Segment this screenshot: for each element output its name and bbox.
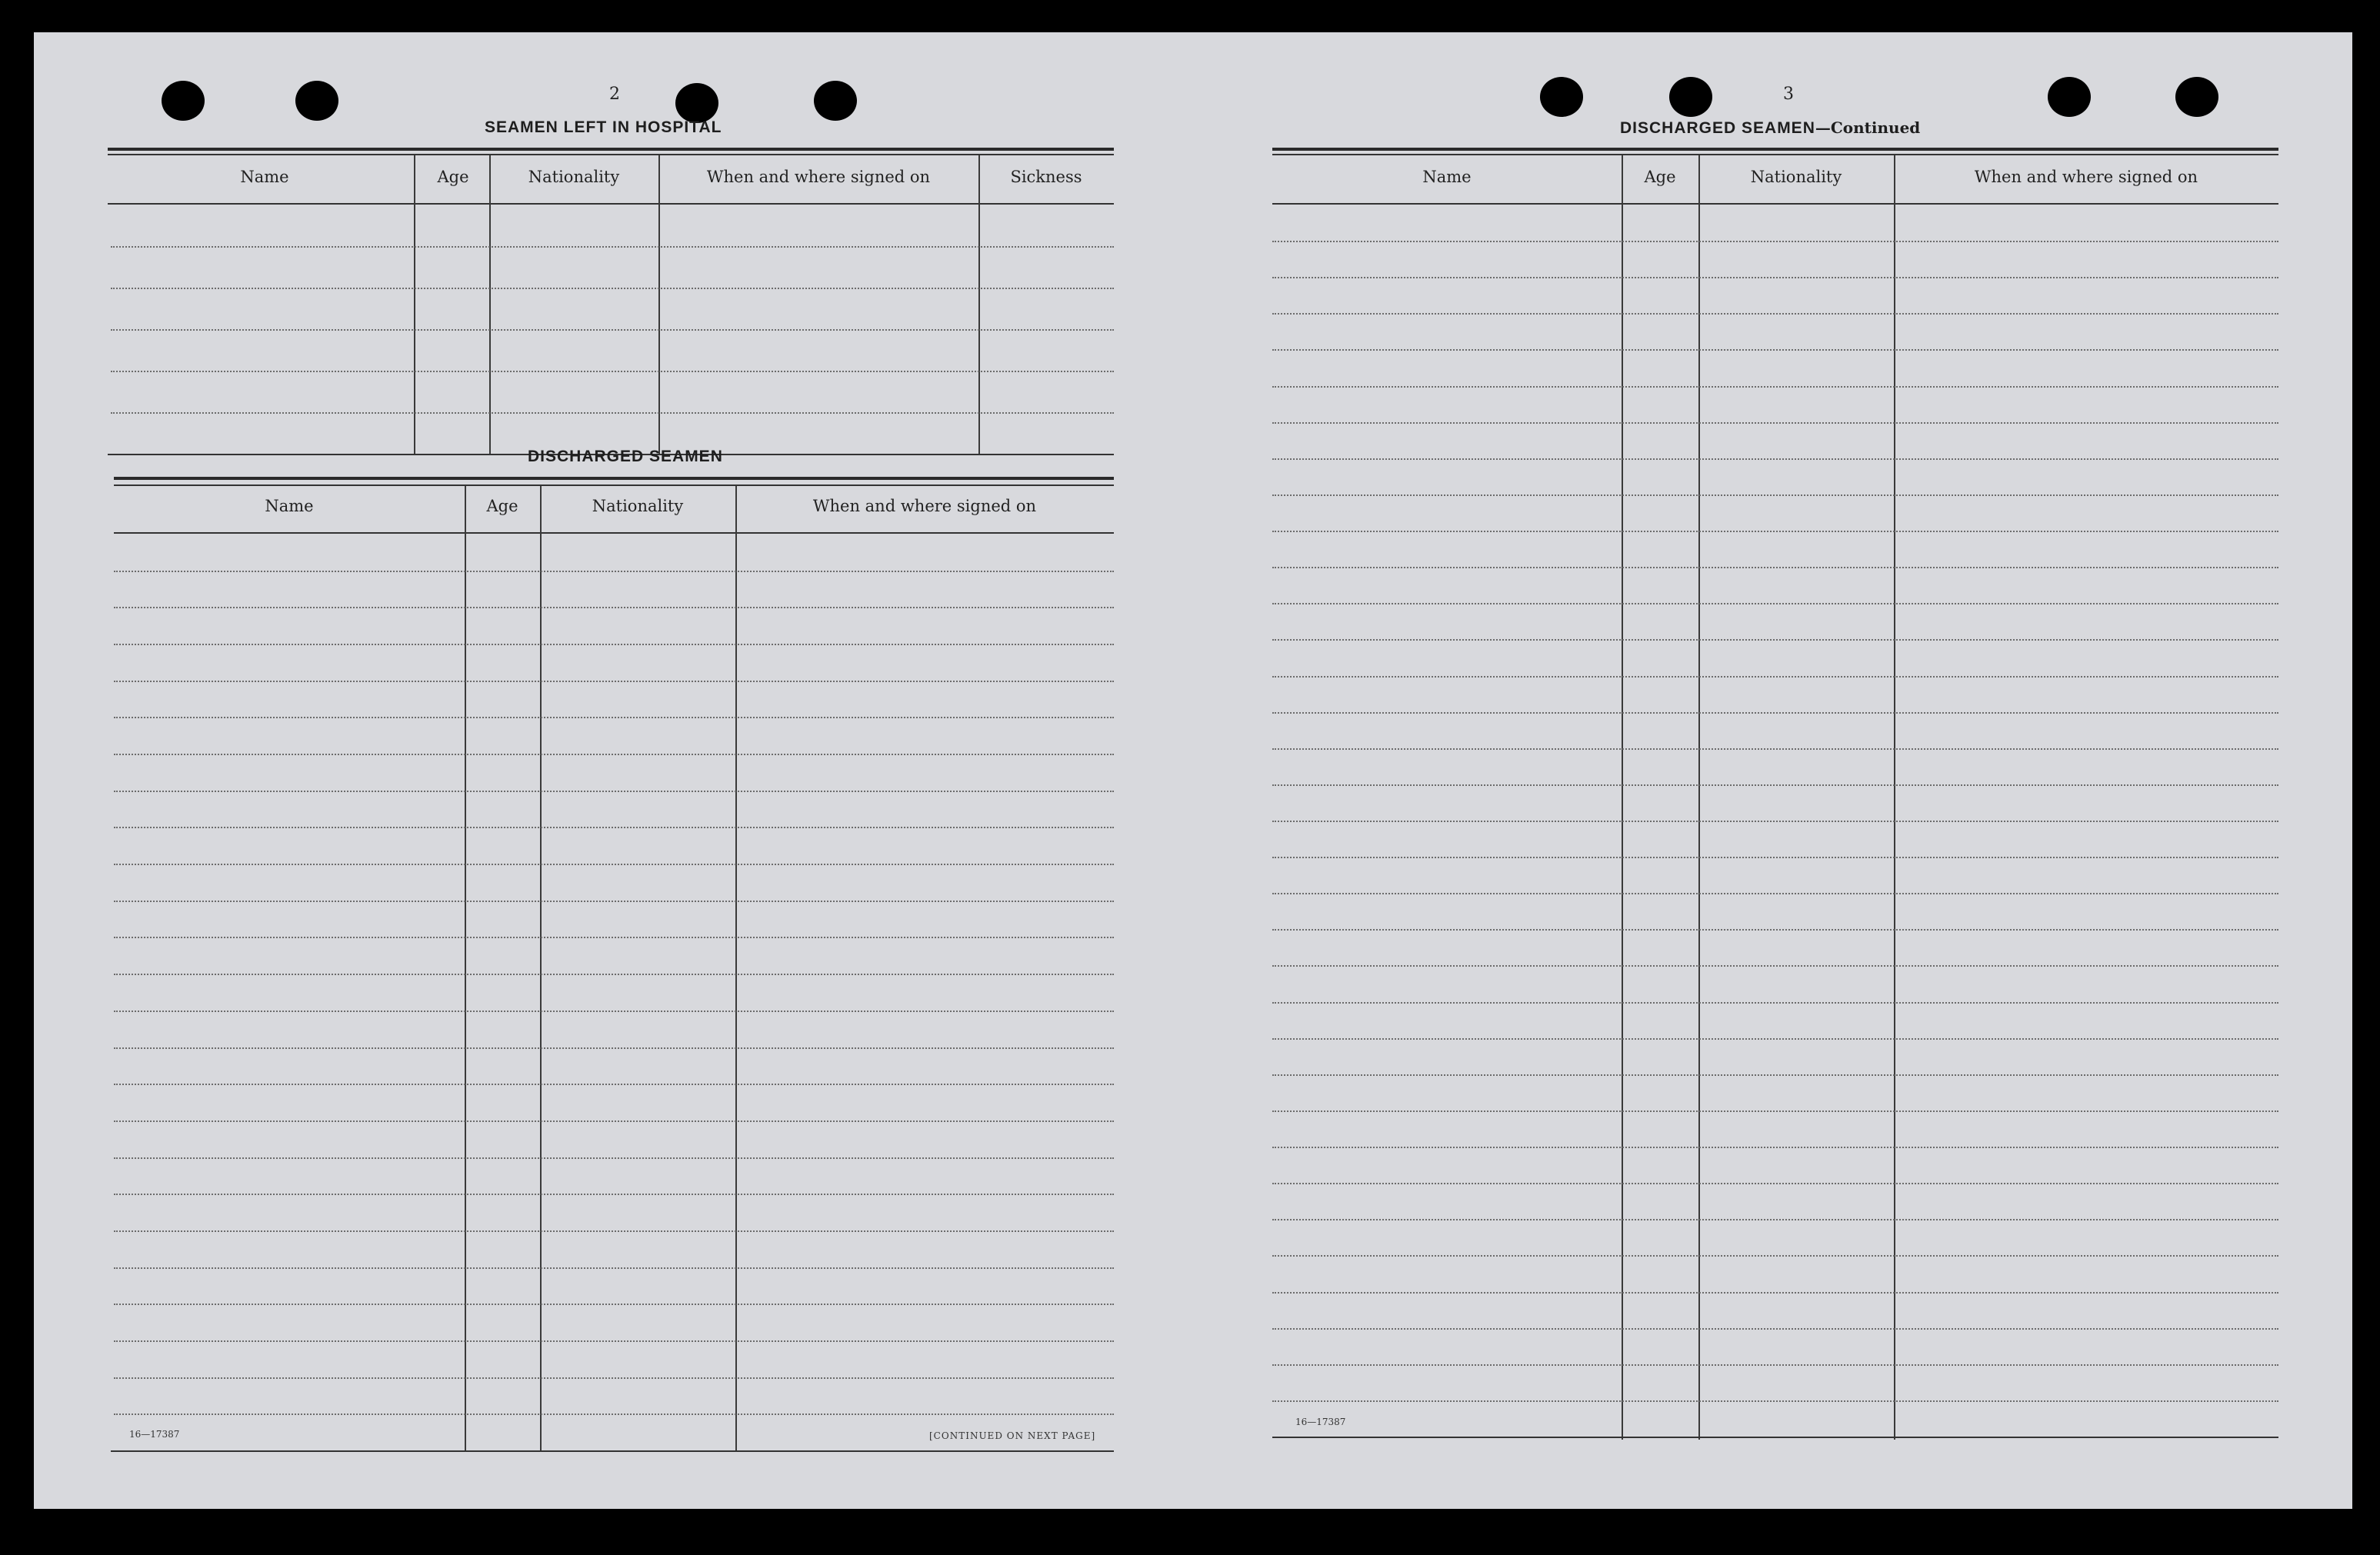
table-row [114, 1011, 1114, 1012]
column-header-name: Name [1422, 168, 1472, 186]
table-row [114, 571, 1114, 572]
punch-hole [295, 81, 338, 121]
table-row [1272, 386, 2278, 388]
table-row [114, 901, 1114, 902]
page-number: 2 [609, 85, 620, 104]
table-row [1272, 531, 2278, 532]
table-row [1272, 712, 2278, 714]
form-number: 16—17387 [1295, 1417, 1346, 1427]
table-row [1272, 1110, 2278, 1112]
hospital-table-title: SEAMEN LEFT IN HOSPITAL [485, 118, 722, 136]
table-row [114, 1340, 1114, 1342]
table-row [1272, 494, 2278, 496]
table-row [114, 1084, 1114, 1085]
table-row [114, 754, 1114, 755]
column-header-age: Age [1644, 168, 1676, 186]
table-row [114, 791, 1114, 792]
table-row [1272, 676, 2278, 678]
table-row [1272, 313, 2278, 315]
table-row [1272, 1364, 2278, 1366]
table-row [1272, 1074, 2278, 1076]
column-divider [1698, 155, 1700, 1440]
table-top-rule [114, 477, 1114, 480]
punch-hole [1540, 77, 1583, 117]
column-header-sickness: Sickness [1010, 168, 1082, 186]
column-header-name: Name [265, 497, 314, 515]
table-row [1272, 1255, 2278, 1257]
table-row [114, 1194, 1114, 1195]
table-row [114, 644, 1114, 645]
table-row [1272, 784, 2278, 786]
table-row [111, 329, 1114, 331]
title-main: DISCHARGED SEAMEN [1620, 119, 1815, 137]
table-row [1272, 277, 2278, 278]
table-top-rule [114, 484, 1114, 486]
punch-hole [1669, 77, 1712, 117]
table-row [114, 1413, 1114, 1415]
table-top-rule [108, 148, 1114, 151]
table-row [1272, 567, 2278, 568]
table-row [114, 1047, 1114, 1049]
header-bottom-rule [114, 532, 1114, 534]
table-row [114, 1304, 1114, 1305]
table-row [114, 607, 1114, 608]
column-divider [1894, 155, 1895, 1440]
title-suffix: —Continued [1815, 118, 1921, 137]
column-header-name: Name [240, 168, 289, 186]
column-divider [465, 486, 466, 1452]
punch-hole [2175, 77, 2218, 117]
table-row [114, 1157, 1114, 1159]
table-row [1272, 349, 2278, 351]
table-row [1272, 821, 2278, 822]
continued-note: [CONTINUED ON NEXT PAGE] [929, 1430, 1096, 1441]
table-row [111, 371, 1114, 372]
punch-hole [814, 81, 857, 121]
table-row [1272, 1002, 2278, 1004]
scanned-sheet [34, 32, 2352, 1509]
table-row [1272, 1038, 2278, 1040]
table-row [1272, 1147, 2278, 1148]
table-bottom-rule [1272, 1437, 2278, 1438]
column-header-nationality: Nationality [528, 168, 620, 186]
column-header-signed-on: When and where signed on [706, 168, 931, 186]
table-row [114, 827, 1114, 828]
table-row [1272, 857, 2278, 858]
column-divider [540, 486, 542, 1452]
table-row [1272, 929, 2278, 931]
table-row [1272, 422, 2278, 424]
table-row [1272, 748, 2278, 750]
table-row [111, 288, 1114, 289]
page-number: 3 [1783, 85, 1794, 104]
table-top-rule [1272, 148, 2278, 151]
table-top-rule [108, 154, 1114, 155]
table-row [1272, 1328, 2278, 1330]
table-row [1272, 1219, 2278, 1220]
table-row [114, 1377, 1114, 1379]
punch-hole [162, 81, 205, 121]
table-bottom-rule [111, 1450, 1114, 1452]
discharged-table-title: DISCHARGED SEAMEN [528, 448, 723, 465]
table-row [1272, 241, 2278, 242]
table-row [1272, 1292, 2278, 1294]
column-header-age: Age [437, 168, 469, 186]
table-row [114, 864, 1114, 865]
column-header-nationality: Nationality [1750, 168, 1842, 186]
header-bottom-rule [1272, 203, 2278, 205]
table-row [114, 1267, 1114, 1269]
table-row [114, 1120, 1114, 1122]
column-divider [1622, 155, 1623, 1440]
table-row [1272, 965, 2278, 967]
table-top-rule [1272, 154, 2278, 155]
table-row [114, 1230, 1114, 1232]
header-bottom-rule [108, 203, 1114, 205]
table-row [1272, 639, 2278, 641]
column-header-signed-on: When and where signed on [812, 497, 1037, 515]
column-divider [978, 155, 980, 455]
punch-hole [675, 83, 718, 123]
column-divider [735, 486, 737, 1452]
table-row [114, 937, 1114, 938]
table-row [1272, 603, 2278, 604]
table-row [1272, 458, 2278, 460]
punch-hole [2048, 77, 2091, 117]
form-number: 16—17387 [129, 1429, 180, 1440]
table-row [114, 681, 1114, 682]
table-row [1272, 893, 2278, 894]
discharged-continued-title [1620, 118, 1920, 138]
column-header-signed-on: When and where signed on [1974, 168, 2198, 186]
column-header-nationality: Nationality [592, 497, 684, 515]
column-divider [414, 155, 415, 455]
table-row [114, 974, 1114, 975]
table-row [1272, 1400, 2278, 1402]
table-row [111, 246, 1114, 248]
column-header-age: Age [486, 497, 518, 515]
table-row [1272, 1183, 2278, 1184]
column-divider [489, 155, 491, 455]
table-row [111, 412, 1114, 414]
table-row [114, 717, 1114, 718]
column-divider [658, 155, 660, 455]
